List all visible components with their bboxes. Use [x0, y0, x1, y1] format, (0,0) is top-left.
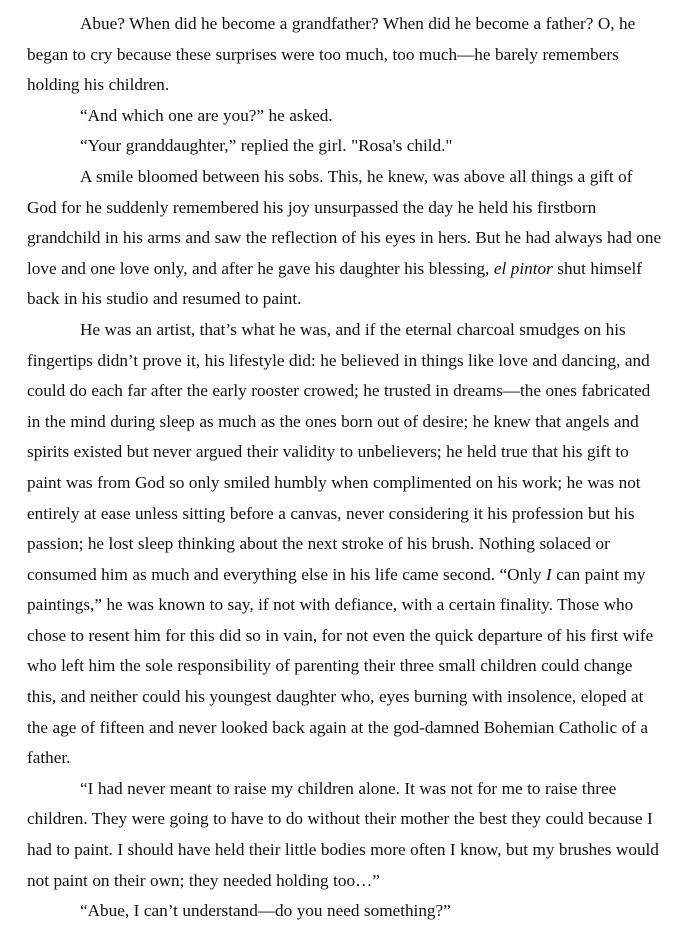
- paragraph-text: A smile bloomed between his sobs. This, he knew, was above all things a gift of God for he suddenly remembered his joy unsurpassed the day he held his firstborn grandchild in his arms and saw the reflection of his eyes in hers. But he had always had one love and one love only, and after he gave his daughter his blessing,: [27, 166, 662, 278]
- italic-phrase-el-pintor: el pintor: [493, 258, 553, 278]
- paragraph-text: He was an artist, that’s what he was, and if the eternal charcoal smudges on his fingertips didn’t prove it, his lifestyle did: he believed in things like love and dancing, and could do each far after the early rooster crowed; he trusted in dreams—the ones fabricated in the mind during sleep as much as the ones born out of desire; he knew that angels and spirits existed but never argued their validity to unbelievers; he held true that his gift to paint was from God so only smiled humbly when complimented on his work; he was not entirely at ease unless sitting before a canvas, never considering it his profession but his passion; he lost sleep thinking about the next stroke of his brush. Nothing solaced or consumed him as much and everything else in his life came second. “Only: [27, 319, 651, 584]
- document-page: [27, 9, 663, 927]
- paragraph-text: Abue? When did he become a grandfather? When did he become a father? O, he began to cry because these surprises were too much, too much—he barely remembers holding his children.: [27, 14, 636, 95]
- paragraph-3: [27, 131, 663, 162]
- paragraph-text: “Your granddaughter,” replied the girl. "Rosa's child.": [80, 136, 453, 156]
- paragraph-text: can paint my paintings,” he was known to say, if not with defiance, with a certain finality. Those who chose to resent him for this did so in vain, for not even the quick departure of his first wife who left him the sole responsibility of parenting their three small children could change this, and neither could his youngest daughter who, eyes burning with insolence, eloped at the age of fifteen and never looked back again at the god-damned Bohemian Catholic of a father.: [27, 564, 654, 768]
- paragraph-2: [27, 101, 663, 132]
- paragraph-1: [27, 9, 663, 101]
- paragraph-text: “Abue, I can’t understand—do you need something?”: [80, 901, 451, 921]
- paragraph-6: [27, 774, 663, 896]
- paragraph-4: [27, 162, 663, 315]
- italic-word-i: I: [546, 564, 552, 584]
- paragraph-5: [27, 315, 663, 774]
- paragraph-text: shut himself back in his studio and resumed to paint.: [27, 258, 642, 309]
- paragraph-text: “And which one are you?” he asked.: [80, 105, 333, 125]
- paragraph-text: “I had never meant to raise my children alone. It was not for me to raise three children. They were going to have to do without their mother the best they could because I had to paint. I should have held their little bodies more often I know, but my brushes would not paint on their own; they needed holding too…”: [27, 778, 659, 890]
- paragraph-7: [27, 896, 663, 927]
